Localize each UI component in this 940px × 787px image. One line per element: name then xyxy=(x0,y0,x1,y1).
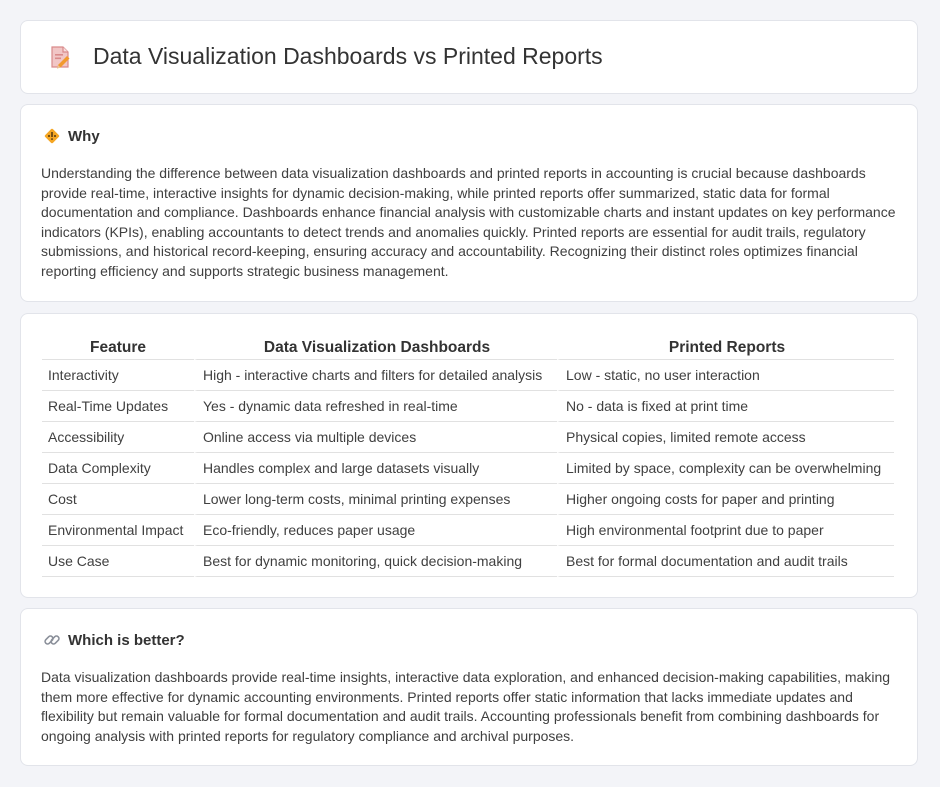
table-row xyxy=(42,484,894,515)
table-row xyxy=(42,546,894,577)
table-cell: High - interactive charts and filters for detailed analysis xyxy=(194,360,557,391)
comparison-table xyxy=(42,335,894,577)
table-cell: Handles complex and large datasets visually xyxy=(194,453,557,484)
header-card xyxy=(20,20,918,94)
table-cell: Real-Time Updates xyxy=(42,391,194,422)
table-row xyxy=(42,391,894,422)
table-row xyxy=(42,422,894,453)
table-cell: Yes - dynamic data refreshed in real-time xyxy=(194,391,557,422)
why-heading: Why xyxy=(68,127,100,145)
table-cell: No - data is fixed at print time xyxy=(557,391,894,422)
table-row xyxy=(42,515,894,546)
table-row xyxy=(42,453,894,484)
link-icon xyxy=(43,631,61,649)
table-header-row xyxy=(42,335,894,360)
why-section xyxy=(20,104,918,302)
pencil-document-icon xyxy=(47,44,73,70)
column-header: Data Visualization Dashboards xyxy=(194,335,557,360)
table-cell: Environmental Impact xyxy=(42,515,194,546)
table-cell: High environmental footprint due to paper xyxy=(557,515,894,546)
table-cell: Accessibility xyxy=(42,422,194,453)
table-cell: Lower long-term costs, minimal printing expenses xyxy=(194,484,557,515)
column-header: Printed Reports xyxy=(557,335,894,360)
diamond-warning-icon xyxy=(43,127,61,145)
table-cell: Data Complexity xyxy=(42,453,194,484)
table-cell: Limited by space, complexity can be overwhelming xyxy=(557,453,894,484)
table-cell: Use Case xyxy=(42,546,194,577)
table-cell: Online access via multiple devices xyxy=(194,422,557,453)
page-title: Data Visualization Dashboards vs Printed Reports xyxy=(93,43,603,69)
table-cell: Best for dynamic monitoring, quick decision-making xyxy=(194,546,557,577)
table-row xyxy=(42,360,894,391)
table-cell: Interactivity xyxy=(42,360,194,391)
why-body: Understanding the difference between data visualization dashboards and printed reports in accounting is crucial because dashboards provide real-time, interactive insights for dynamic decision-making, while printed reports offer summarized, static data for formal documentation and compliance. Dashboards enhance financial analysis with customizable charts and instant updates on key performance indicators (KPIs), enabling accountants to detect trends and anomalies quickly. Printed reports are essential for audit trails, regulatory submissions, and historical record-keeping, ensuring accuracy and accountability. Recognizing their distinct roles optimizes financial reporting efficiency and supports strategic business management. xyxy=(41,165,896,279)
table-cell: Eco-friendly, reduces paper usage xyxy=(194,515,557,546)
table-cell: Low - static, no user interaction xyxy=(557,360,894,391)
column-header: Feature xyxy=(42,335,194,360)
table-cell: Physical copies, limited remote access xyxy=(557,422,894,453)
table-cell: Best for formal documentation and audit trails xyxy=(557,546,894,577)
better-heading: Which is better? xyxy=(68,631,185,649)
better-body: Data visualization dashboards provide real-time insights, interactive data exploration, and enhanced decision-making capabilities, making them more effective for dynamic accounting environments. Printed reports offer static information that lacks immediate updates and flexibility but remain valuable for formal documentation and audit trails. Accounting professionals benefit from combining dashboards for ongoing analysis with printed reports for regulatory compliance and archival purposes. xyxy=(41,669,891,744)
table-cell: Higher ongoing costs for paper and printing xyxy=(557,484,894,515)
which-is-better-section xyxy=(20,608,918,766)
table-cell: Cost xyxy=(42,484,194,515)
comparison-card xyxy=(20,313,918,598)
